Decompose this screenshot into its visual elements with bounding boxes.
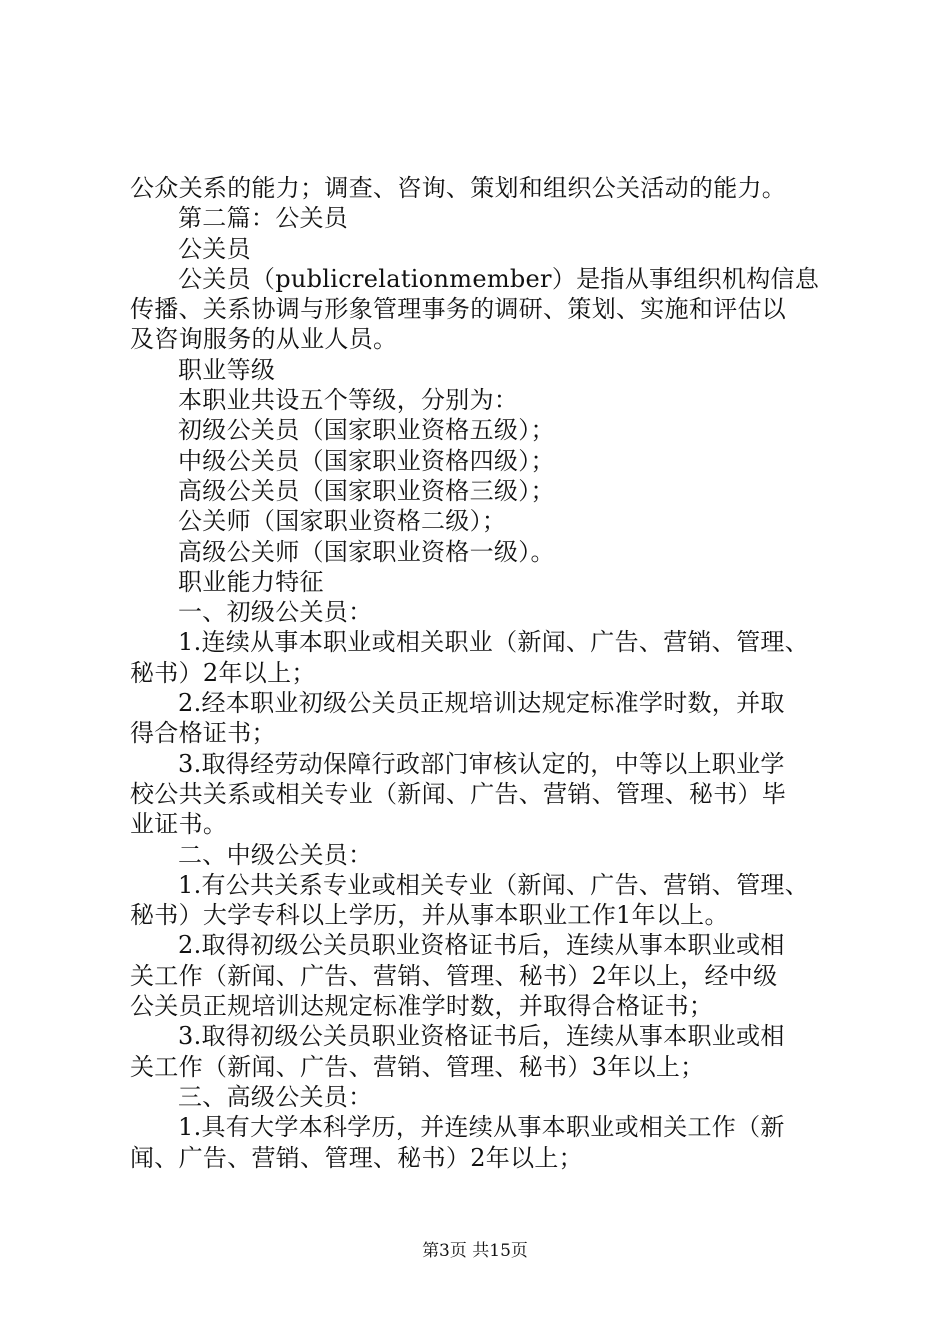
text-line: 关工作（新闻、广告、营销、管理、秘书）3年以上； [130,1052,705,1081]
text-line: 传播、关系协调与形象管理事务的调研、策划、实施和评估以 [130,295,787,324]
text-line: 公众关系的能力；调查、咨询、策划和组织公关活动的能力。 [130,174,787,202]
text-line: 2.取得初级公关员职业资格证书后，连续从事本职业或相 [178,931,785,960]
text-line: 秘书）大学专科以上学历，并从事本职业工作1年以上。 [130,901,729,930]
text-line: 1.有公共关系专业或相关专业（新闻、广告、营销、管理、 [178,870,809,899]
text-line: 闻、广告、营销、管理、秘书）2年以上； [130,1143,583,1172]
text-line: 高级公关师（国家职业资格一级）。 [178,537,555,566]
text-line: 得合格证书； [130,719,276,748]
text-line: 公关员 [178,234,251,263]
text-line: 及咨询服务的从业人员。 [130,325,398,354]
text-line: 秘书）2年以上； [130,658,316,687]
text-line: 二、中级公关员： [178,840,373,869]
text-line: 公关员正规培训达规定标准学时数，并取得合格证书； [130,992,714,1021]
text-line: 中级公关员（国家职业资格四级）； [178,446,555,475]
text-line: 校公共关系或相关专业（新闻、广告、营销、管理、秘书）毕 [130,779,787,808]
text-line: 1.连续从事本职业或相关职业（新闻、广告、营销、管理、 [178,628,809,657]
text-line: 职业能力特征 [178,567,324,596]
text-line: 三、高级公关员： [178,1082,373,1111]
text-line: 3.取得初级公关员职业资格证书后，连续从事本职业或相 [178,1022,785,1051]
text-line: 公关员（publicrelationmember）是指从事组织机构信息 [178,264,820,293]
text-line: 1.具有大学本科学历，并连续从事本职业或相关工作（新 [178,1113,785,1142]
text-line: 职业等级 [178,355,276,384]
text-line: 业证书。 [130,810,228,839]
text-line: 3.取得经劳动保障行政部门审核认定的，中等以上职业学 [178,749,785,778]
page-number-footer: 第3页 共15页 [422,1241,528,1261]
text-line: 初级公关员（国家职业资格五级）； [178,416,555,445]
text-line: 高级公关员（国家职业资格三级）； [178,476,555,505]
text-line: 2.经本职业初级公关员正规培训达规定标准学时数，并取 [178,689,785,718]
text-line: 一、初级公关员： [178,598,373,627]
document-body [130,173,830,1173]
text-line: 公关师（国家职业资格二级）； [178,507,507,536]
text-line: 本职业共设五个等级，分别为： [178,386,519,415]
text-line: 关工作（新闻、广告、营销、管理、秘书）2年以上，经中级 [130,961,778,990]
text-line: 第二篇：公关员 [178,204,349,233]
